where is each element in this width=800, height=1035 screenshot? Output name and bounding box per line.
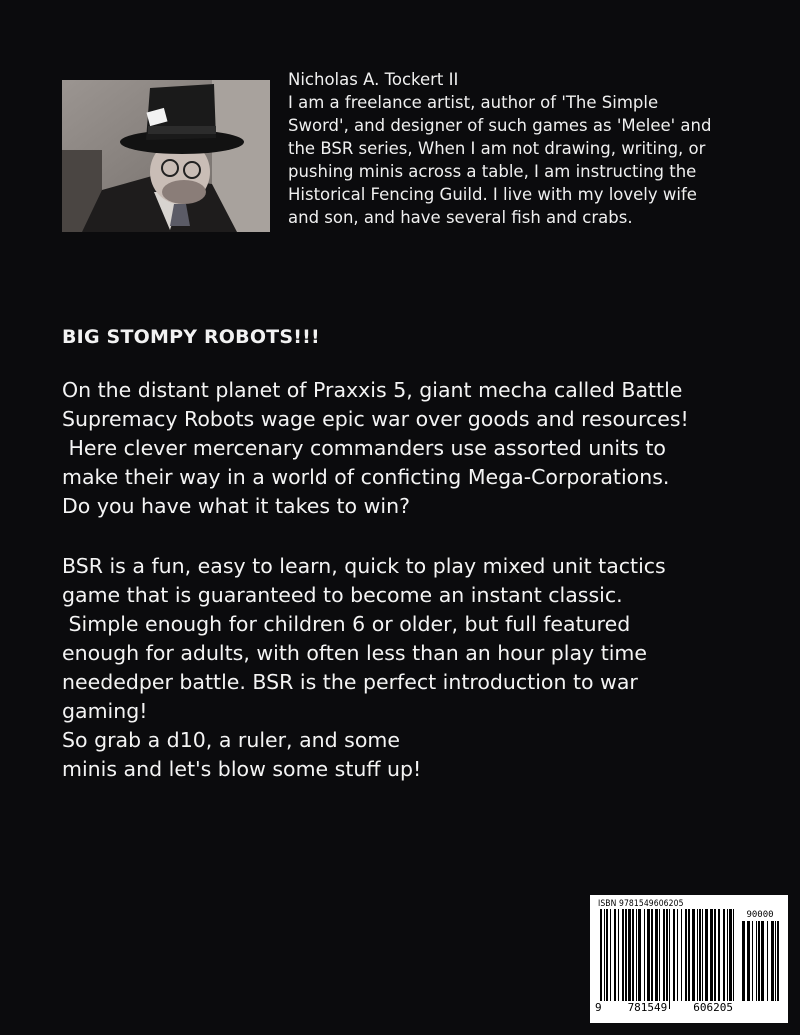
barcode-bar <box>752 921 753 1001</box>
barcode-bar <box>756 921 757 1001</box>
barcode-bar <box>644 909 645 1001</box>
barcode-bar <box>688 909 690 1001</box>
text-line: BSR is a fun, easy to learn, quick to play mixed unit tactics <box>62 554 666 578</box>
barcode-bar <box>758 921 760 1001</box>
price-code-bars <box>740 921 780 1009</box>
text-line: minis and let's blow some stuff up! <box>62 757 422 781</box>
text-line: On the distant planet of Praxxis 5, giant mecha called Battle <box>62 378 683 402</box>
barcode-bar <box>638 909 641 1001</box>
barcode-bar <box>777 921 779 1001</box>
barcode-bar <box>699 909 701 1001</box>
bio-line: Historical Fencing Guild. I live with my lovely wife <box>288 185 697 204</box>
isbn-label: ISBN 9781549606205 <box>598 899 684 909</box>
barcode-bar <box>610 909 611 1001</box>
headline: BIG STOMPY ROBOTS!!! <box>62 326 320 348</box>
barcode-digits <box>594 1001 734 1014</box>
bio-line: the BSR series, When I am not drawing, writing, or <box>288 139 706 158</box>
barcode-bar <box>742 921 745 1001</box>
barcode-bar <box>622 909 624 1001</box>
bio-line: I am a freelance artist, author of 'The Simple <box>288 93 659 112</box>
text-line: Supremacy Robots wage epic war over goods and resources! <box>62 407 689 431</box>
barcode-digit-group: 781549 <box>627 1001 668 1014</box>
bio-line: Sword', and designer of such games as 'Melee' and <box>288 116 712 135</box>
barcode-bar <box>632 909 634 1001</box>
barcode-bar <box>685 909 687 1001</box>
barcode-bar <box>606 909 608 1001</box>
text-line: make their way in a world of conficting Mega-Corporations. <box>62 465 670 489</box>
barcode-digit-group: 9 <box>595 1001 602 1014</box>
barcode-bar <box>767 921 768 1001</box>
text-line: enough for adults, with often less than an hour play time <box>62 641 648 665</box>
barcode-bar <box>659 909 660 1001</box>
barcode-bar <box>723 909 725 1001</box>
barcode-bar <box>692 909 695 1001</box>
text-line: gaming! <box>62 699 148 723</box>
barcode-bar <box>771 921 774 1001</box>
barcode-bar <box>614 909 616 1001</box>
barcode-bar <box>677 909 678 1001</box>
text-line: game that is guaranteed to become an instant classic. <box>62 583 623 607</box>
barcode-bar <box>761 921 764 1001</box>
author-photo <box>62 80 270 232</box>
barcode-bar <box>697 909 698 1001</box>
barcode-bar <box>651 909 653 1001</box>
barcode-bar <box>718 909 720 1001</box>
text-line: Do you have what it takes to win? <box>62 494 410 518</box>
barcode-bar <box>729 909 732 1001</box>
barcode-bar <box>705 909 708 1001</box>
barcode-bar <box>775 921 776 1001</box>
barcode-bar <box>747 921 750 1001</box>
barcode-bar <box>625 909 627 1001</box>
barcode-bar <box>655 909 658 1001</box>
description-paragraph-2 <box>62 552 782 784</box>
barcode-bar <box>604 909 605 1001</box>
author-portrait-image <box>62 80 270 232</box>
barcode-bar <box>681 909 682 1001</box>
description <box>62 376 782 784</box>
author-bio <box>288 68 788 229</box>
bio-line: pushing minis across a table, I am instructing the <box>288 162 697 181</box>
text-line: Here clever mercenary commanders use assorted units to <box>62 436 666 460</box>
barcode-bar <box>669 909 670 1009</box>
author-name: Nicholas A. Tockert II <box>288 70 459 89</box>
text-line: neededper battle. BSR is the perfect introduction to war <box>62 670 638 694</box>
price-code: 90000 <box>746 910 774 920</box>
barcode-bar <box>710 909 713 1001</box>
barcode-bar <box>647 909 650 1001</box>
barcode-bar <box>636 909 637 1001</box>
barcode-bar <box>618 909 619 1001</box>
bio-line: and son, and have several fish and crabs. <box>288 208 633 227</box>
barcode-bar <box>673 909 675 1001</box>
barcode-digit-group: 606205 <box>693 1001 733 1014</box>
barcode-bar <box>702 909 703 1001</box>
barcode-bar <box>714 909 716 1001</box>
barcode-bar <box>733 909 734 1009</box>
isbn-barcode <box>590 895 788 1023</box>
barcode-bars <box>598 909 736 1009</box>
barcode-bar <box>663 909 665 1001</box>
barcode-bar <box>727 909 728 1001</box>
text-line: So grab a d10, a ruler, and some <box>62 728 400 752</box>
text-line: Simple enough for children 6 or older, but full featured <box>62 612 631 636</box>
barcode-bar <box>666 909 668 1009</box>
barcode-bar <box>628 909 631 1001</box>
barcode-bar <box>600 909 602 1009</box>
description-paragraph-1 <box>62 376 782 521</box>
